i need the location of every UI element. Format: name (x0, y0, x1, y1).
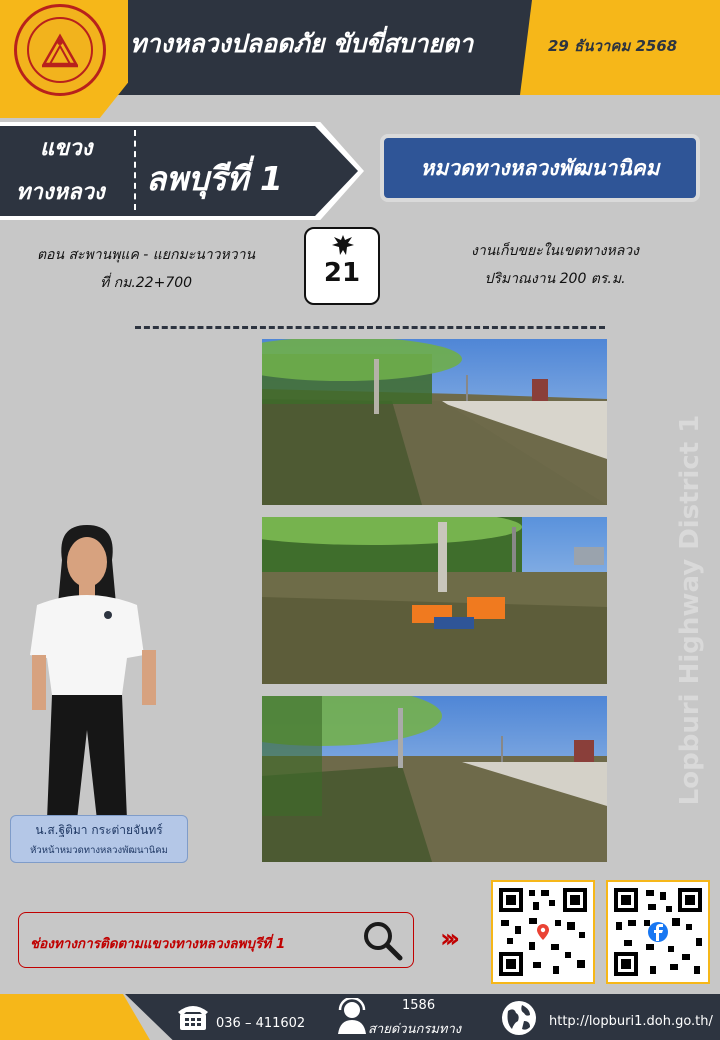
work-photo-1 (262, 339, 607, 505)
section-name: หมวดทางหลวงพัฒนานิคม (420, 155, 660, 180)
seal-emblem-icon (38, 28, 82, 72)
qr-code-facebook[interactable] (606, 880, 710, 984)
garuda-icon (330, 233, 356, 257)
district-divider (134, 130, 136, 210)
district-label-line1: แขวง (40, 136, 93, 161)
district-watermark: Lopburi Highway District 1 (675, 414, 705, 806)
district-label-line2: ทางหลวง (16, 180, 105, 205)
location-km: ที่ กม.22+700 (99, 275, 193, 291)
staff-photo (22, 520, 172, 820)
header-date: 29 ธันวาคม 2568 (548, 37, 678, 55)
call-center-icon (336, 998, 368, 1036)
work-photo-3 (262, 696, 607, 862)
footer-hotline-label: สายด่วนกรมทาง (368, 1022, 462, 1037)
qr-code-map[interactable] (491, 880, 595, 984)
header-title: ทางหลวงปลอดภัย ขับขี่สบายตา (130, 29, 474, 58)
district-name: ลพบุรีที่ 1 (146, 159, 283, 198)
staff-name: น.ส.ฐิติมา กระต่ายจันทร์ (35, 823, 163, 837)
section-name-box (380, 134, 700, 202)
search-icon (360, 918, 404, 962)
globe-icon (500, 999, 538, 1037)
chevrons-right-icon: ››› (440, 924, 455, 954)
staff-role: หัวหน้าหมวดทางหลวงพัฒนานิคม (30, 845, 168, 856)
work-photo-2 (262, 517, 607, 684)
footer-website-link[interactable]: http://lopburi1.doh.go.th/ (549, 1014, 713, 1029)
telephone-icon (176, 1002, 210, 1032)
department-seal-logo (14, 4, 106, 96)
follow-channel-text: ช่องทางการติดตามแขวงทางหลวงลพบุรีที่ 1 (30, 936, 286, 952)
footer-hotline-number[interactable]: 1586 (402, 998, 436, 1013)
footer-phone[interactable]: 036 – 411602 (216, 1016, 306, 1031)
location-segment: ตอน สะพานพุแค - แยกมะนาวหวาน (36, 247, 256, 263)
work-description: งานเก็บขยะในเขตทางหลวง (471, 243, 639, 259)
work-quantity: ปริมาณงาน 200 ตร.ม. (484, 271, 626, 287)
footer-accent (0, 994, 150, 1040)
route-number: 21 (323, 258, 361, 288)
dashed-divider (135, 326, 605, 329)
